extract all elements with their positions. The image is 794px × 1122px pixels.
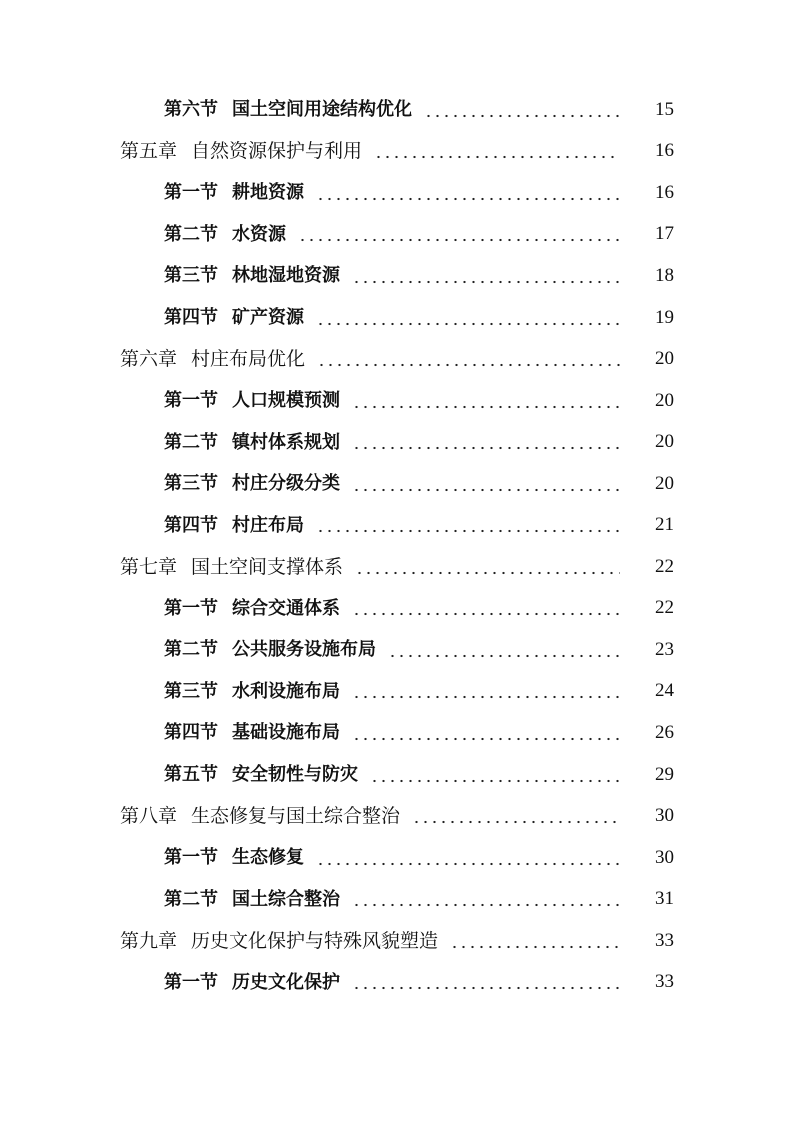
toc-section-entry[interactable]	[0, 255, 794, 297]
toc-entry-number: 第四节	[164, 514, 218, 536]
toc-entry-title: 综合交通体系	[232, 597, 340, 619]
toc-section-entry[interactable]	[0, 504, 794, 546]
toc-entry-title: 公共服务设施布局	[232, 639, 376, 661]
toc-entry-label	[164, 430, 340, 455]
dot-leader	[352, 695, 620, 699]
toc-section-entry[interactable]	[0, 89, 794, 131]
table-of-contents	[0, 89, 794, 1003]
toc-entry-number: 第二节	[164, 639, 218, 661]
toc-section-entry[interactable]	[0, 588, 794, 630]
toc-entry-title: 基础设施布局	[232, 722, 340, 744]
toc-page-number: 21	[655, 514, 674, 536]
dot-leader	[374, 155, 620, 159]
toc-section-entry[interactable]	[0, 961, 794, 1003]
toc-entry-label	[164, 513, 304, 538]
toc-page-number: 30	[655, 805, 674, 827]
toc-entry-title: 国土综合整治	[232, 888, 340, 910]
toc-entry-title: 历史文化保护与特殊风貌塑造	[191, 929, 439, 952]
toc-page-number: 26	[655, 721, 674, 743]
toc-entry-number: 第一节	[164, 182, 218, 204]
dot-leader	[316, 322, 620, 326]
dot-leader	[316, 197, 620, 201]
toc-entry-number: 第一节	[164, 971, 218, 993]
toc-section-entry[interactable]	[0, 214, 794, 256]
toc-chapter-entry[interactable]	[0, 795, 794, 837]
toc-entry-title: 生态修复	[232, 847, 304, 869]
toc-page-number: 22	[655, 597, 674, 619]
toc-entry-label	[164, 887, 340, 912]
toc-page-number: 29	[655, 763, 674, 785]
toc-entry-title: 人口规模预测	[232, 390, 340, 412]
toc-page-number: 23	[655, 638, 674, 660]
dot-leader	[352, 903, 620, 907]
toc-entry-number: 第五章	[120, 140, 178, 163]
toc-entry-label	[164, 970, 340, 995]
toc-entry-label	[164, 97, 412, 122]
toc-page-number: 16	[655, 140, 674, 162]
toc-section-entry[interactable]	[0, 380, 794, 422]
toc-entry-label	[164, 679, 340, 704]
toc-section-entry[interactable]	[0, 671, 794, 713]
dot-leader	[298, 238, 620, 242]
toc-entry-title: 水资源	[232, 223, 286, 245]
toc-entry-number: 第九章	[120, 929, 178, 952]
toc-entry-title: 水利设施布局	[232, 680, 340, 702]
toc-entry-number: 第五节	[164, 764, 218, 786]
toc-section-entry[interactable]	[0, 463, 794, 505]
toc-entry-number: 第六章	[120, 348, 178, 371]
toc-chapter-entry[interactable]	[0, 546, 794, 588]
toc-entry-title: 历史文化保护	[232, 971, 340, 993]
toc-entry-number: 第四节	[164, 722, 218, 744]
toc-entry-title: 生态修复与国土综合整治	[191, 805, 401, 828]
toc-entry-title: 耕地资源	[232, 182, 304, 204]
toc-entry-title: 自然资源保护与利用	[191, 140, 363, 163]
dot-leader	[316, 862, 620, 866]
toc-entry-number: 第八章	[120, 805, 178, 828]
toc-entry-number: 第一节	[164, 390, 218, 412]
toc-entry-number: 第三节	[164, 473, 218, 495]
dot-leader	[355, 571, 620, 575]
dot-leader	[388, 654, 620, 658]
toc-entry-number: 第二节	[164, 223, 218, 245]
toc-entry-number: 第三节	[164, 265, 218, 287]
toc-page-number: 33	[655, 929, 674, 951]
toc-entry-title: 林地湿地资源	[232, 265, 340, 287]
toc-entry-title: 村庄分级分类	[232, 473, 340, 495]
toc-page-number: 24	[655, 680, 674, 702]
toc-entry-title: 安全韧性与防灾	[232, 764, 358, 786]
toc-page-number: 22	[655, 555, 674, 577]
dot-leader	[352, 446, 620, 450]
toc-section-entry[interactable]	[0, 712, 794, 754]
toc-entry-number: 第二节	[164, 888, 218, 910]
toc-entry-number: 第三节	[164, 680, 218, 702]
toc-section-entry[interactable]	[0, 878, 794, 920]
toc-page-number: 20	[655, 431, 674, 453]
toc-entry-label	[120, 804, 400, 828]
toc-entry-label	[164, 720, 340, 745]
toc-entry-label	[164, 222, 286, 247]
toc-section-entry[interactable]	[0, 629, 794, 671]
toc-entry-label	[164, 471, 340, 496]
toc-section-entry[interactable]	[0, 297, 794, 339]
toc-page-number: 33	[655, 971, 674, 993]
toc-section-entry[interactable]	[0, 421, 794, 463]
dot-leader	[352, 405, 620, 409]
dot-leader	[316, 529, 620, 533]
toc-page-number: 30	[655, 846, 674, 868]
toc-entry-label	[120, 347, 305, 371]
toc-entry-label	[164, 305, 304, 330]
toc-entry-number: 第六节	[164, 99, 218, 121]
dot-leader	[352, 488, 620, 492]
toc-entry-label	[164, 263, 340, 288]
toc-entry-label	[164, 388, 340, 413]
dot-leader	[352, 986, 620, 990]
toc-entry-title: 村庄布局	[232, 514, 304, 536]
toc-chapter-entry[interactable]	[0, 338, 794, 380]
toc-entry-title: 镇村体系规划	[232, 431, 340, 453]
toc-entry-label	[120, 139, 362, 163]
toc-entry-title: 村庄布局优化	[191, 348, 306, 371]
toc-entry-number: 第一节	[164, 847, 218, 869]
dot-leader	[450, 945, 620, 949]
toc-entry-title: 国土空间用途结构优化	[232, 99, 412, 121]
dot-leader	[352, 280, 620, 284]
toc-page-number: 20	[655, 472, 674, 494]
toc-chapter-entry[interactable]	[0, 131, 794, 173]
toc-entry-number: 第七章	[120, 555, 178, 578]
toc-entry-label	[164, 845, 304, 870]
toc-entry-label	[120, 929, 438, 953]
toc-entry-title: 矿产资源	[232, 307, 304, 328]
toc-page-number: 20	[655, 348, 674, 370]
toc-entry-label	[164, 180, 304, 205]
toc-section-entry[interactable]	[0, 172, 794, 214]
toc-section-entry[interactable]	[0, 837, 794, 879]
toc-entry-title: 国土空间支撑体系	[191, 555, 344, 578]
toc-entry-number: 第四节	[164, 307, 218, 328]
toc-entry-number: 第二节	[164, 431, 218, 453]
dot-leader	[352, 612, 620, 616]
toc-page-number: 20	[655, 389, 674, 411]
toc-entry-label	[164, 762, 358, 787]
dot-leader	[424, 114, 620, 118]
toc-entry-number: 第一节	[164, 597, 218, 619]
toc-page-number: 15	[655, 98, 674, 120]
dot-leader	[317, 363, 620, 367]
toc-entry-label	[164, 596, 340, 621]
toc-page-number: 17	[655, 223, 674, 245]
toc-page-number: 18	[655, 264, 674, 286]
dot-leader	[370, 779, 620, 783]
dot-leader	[352, 737, 620, 741]
toc-page-number: 16	[655, 181, 674, 203]
dot-leader	[412, 820, 620, 824]
toc-chapter-entry[interactable]	[0, 920, 794, 962]
toc-section-entry[interactable]	[0, 754, 794, 796]
toc-page-number: 19	[655, 306, 674, 328]
toc-page-number: 31	[655, 888, 674, 910]
toc-entry-label	[120, 555, 343, 579]
toc-entry-label	[164, 637, 376, 662]
